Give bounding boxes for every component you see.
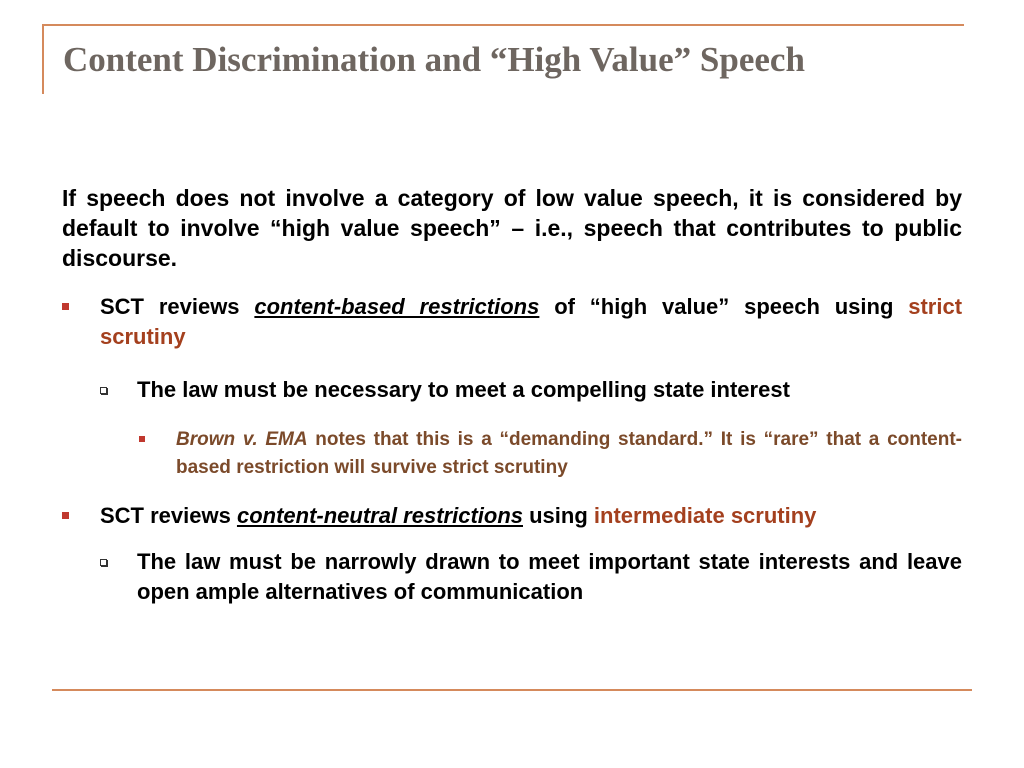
bullet-content-based <box>62 292 962 352</box>
bullet-mid: using <box>523 503 594 528</box>
bullet-standard: intermediate scrutiny <box>593 503 817 528</box>
square-bullet-icon <box>62 512 69 519</box>
hollow-square-bullet-icon <box>100 559 107 566</box>
slide-body <box>62 183 962 607</box>
sub-sub-bullet-brown <box>62 426 962 482</box>
bullet-mid: of “high value” speech using <box>539 294 909 319</box>
bullet-term: content-based restrictions <box>254 294 540 319</box>
citation-text: notes that this is a “demanding standard.” It is “rare” that a content-based restriction will survive strict scrutiny <box>176 429 962 478</box>
frame-top-rule <box>42 24 964 26</box>
bullet-standard: strict scrutiny <box>100 294 963 349</box>
square-bullet-icon <box>139 436 145 442</box>
sub-bullet-narrowly-drawn <box>62 547 962 607</box>
bullet-lead: SCT reviews <box>100 503 237 528</box>
sub-bullet-necessary <box>62 375 962 405</box>
footer-rule <box>52 689 972 691</box>
sub-bullet-text: The law must be narrowly drawn to meet important state interests and leave open ample alternatives of communication <box>137 549 962 604</box>
intro-paragraph: If speech does not involve a category of low value speech, it is considered by default to involve “high value speech” – i.e., speech that contributes to public discourse. <box>62 185 962 271</box>
hollow-square-bullet-icon <box>100 387 107 394</box>
frame-left-rule <box>42 24 44 94</box>
sub-bullet-text: The law must be necessary to meet a compelling state interest <box>137 377 790 402</box>
bullet-term: content-neutral restrictions <box>236 503 523 528</box>
square-bullet-icon <box>62 303 69 310</box>
case-citation: Brown v. EMA <box>176 429 308 450</box>
bullet-lead: SCT reviews <box>100 294 255 319</box>
bullet-content-neutral <box>62 501 962 531</box>
slide-title: Content Discrimination and “High Value” Speech <box>63 40 805 79</box>
